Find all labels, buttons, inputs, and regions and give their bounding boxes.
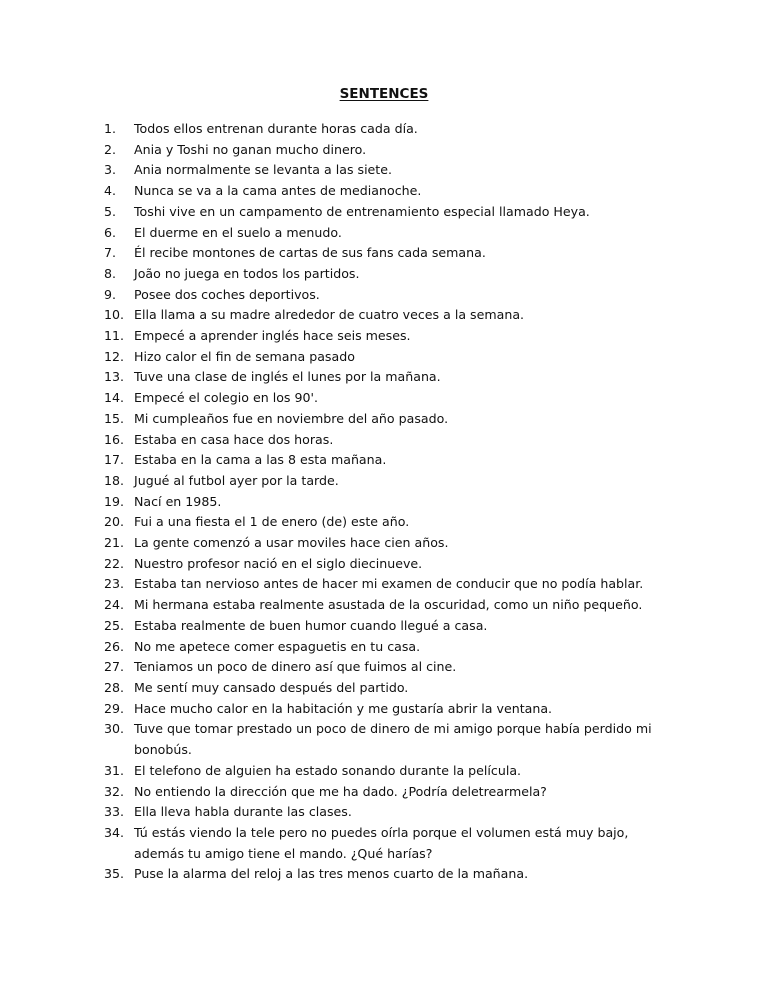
sentence-item	[104, 678, 664, 699]
sentence-number: 5.	[104, 203, 117, 219]
sentence-item	[104, 823, 664, 864]
sentence-item	[104, 761, 664, 782]
sentence-text: Estaba tan nervioso antes de hacer mi examen de conducir que no podía hablar.	[134, 576, 644, 592]
sentence-number: 8.	[104, 265, 117, 281]
sentence-number: 23.	[104, 576, 125, 592]
sentence-text: Ania normalmente se levanta a las siete.	[134, 162, 392, 178]
sentence-text: Ania y Toshi no ganan mucho dinero.	[134, 141, 367, 157]
sentence-number: 12.	[104, 348, 125, 364]
sentence-text: No me apetece comer espaguetis en tu casa.	[134, 638, 421, 654]
page-title: SENTENCES	[339, 86, 429, 102]
sentence-number: 17.	[104, 452, 125, 468]
sentence-number: 24.	[104, 597, 125, 613]
sentence-number: 2.	[104, 141, 117, 157]
sentence-number: 31.	[104, 762, 125, 778]
sentence-number: 26.	[104, 638, 125, 654]
sentence-item	[104, 181, 664, 202]
sentence-item	[104, 637, 664, 658]
sentence-text: Todos ellos entrenan durante horas cada día.	[134, 121, 418, 136]
sentence-text: Él recibe montones de cartas de sus fans cada semana.	[134, 245, 486, 261]
sentence-number: 6.	[104, 224, 117, 240]
sentence-item	[104, 140, 664, 161]
sentence-item	[104, 119, 664, 140]
sentence-text: No entiendo la dirección que me ha dado. ¿Podría deletrearmela?	[134, 783, 547, 799]
sentence-number: 35.	[104, 866, 125, 882]
sentence-text: Mi cumpleaños fue en noviembre del año pasado.	[134, 410, 449, 426]
sentence-item	[104, 699, 664, 720]
sentence-number: 7.	[104, 245, 117, 261]
sentence-number: 28.	[104, 679, 125, 695]
sentence-number: 10.	[104, 307, 125, 323]
sentence-item	[104, 450, 664, 471]
sentence-text: La gente comenzó a usar moviles hace cien años.	[134, 535, 449, 551]
sentence-number: 19.	[104, 493, 125, 509]
sentence-item	[104, 492, 664, 513]
sentence-number: 32.	[104, 783, 125, 799]
sentence-item	[104, 782, 664, 803]
sentence-number: 21.	[104, 535, 125, 551]
sentence-text: Estaba en casa hace dos horas.	[134, 431, 334, 447]
sentence-item	[104, 430, 664, 451]
sentence-item	[104, 347, 664, 368]
sentence-text: João no juega en todos los partidos.	[134, 265, 360, 281]
sentence-number: 3.	[104, 162, 117, 178]
sentence-item	[104, 533, 664, 554]
sentence-text: Nací en 1985.	[134, 493, 222, 509]
sentence-number: 30.	[104, 721, 125, 737]
sentence-item	[104, 326, 664, 347]
sentence-item	[104, 554, 664, 575]
sentence-text: Hace mucho calor en la habitación y me gustaría abrir la ventana.	[134, 700, 553, 716]
sentence-number: 20.	[104, 514, 125, 530]
sentence-number: 29.	[104, 700, 125, 716]
sentence-item	[104, 388, 664, 409]
sentence-item	[104, 719, 664, 760]
sentence-text: Fui a una fiesta el 1 de enero (de) este año.	[134, 514, 410, 530]
sentence-text: Puse la alarma del reloj a las tres menos cuarto de la mañana.	[134, 866, 529, 882]
sentence-text: Mi hermana estaba realmente asustada de la oscuridad, como un niño pequeño.	[134, 597, 643, 613]
sentence-text: Tuve una clase de inglés el lunes por la mañana.	[134, 369, 441, 385]
sentence-number: 15.	[104, 410, 125, 426]
sentence-text: Hizo calor el fin de semana pasado	[134, 348, 355, 364]
sentence-number: 33.	[104, 804, 125, 820]
sentence-text: Jugué al futbol ayer por la tarde.	[134, 472, 339, 488]
sentence-number: 4.	[104, 183, 117, 199]
sentence-item	[104, 864, 664, 885]
sentence-text: Teniamos un poco de dinero así que fuimos al cine.	[134, 659, 457, 675]
sentence-text: Ella llama a su madre alrededor de cuatro veces a la semana.	[134, 307, 525, 323]
sentence-item	[104, 285, 664, 306]
sentence-item	[104, 471, 664, 492]
sentence-item	[104, 160, 664, 181]
sentence-text: Empecé a aprender inglés hace seis meses.	[134, 328, 411, 344]
sentence-text: Posee dos coches deportivos.	[134, 286, 320, 302]
sentence-number: 13.	[104, 369, 125, 385]
sentence-number: 25.	[104, 617, 125, 633]
sentence-item	[104, 305, 664, 326]
sentence-item	[104, 367, 664, 388]
sentence-text: Empecé el colegio en los 90'.	[134, 390, 318, 406]
sentence-text: Tuve que tomar prestado un poco de dinero de mi amigo porque había perdido mi bonobús.	[134, 721, 652, 758]
sentence-item	[104, 223, 664, 244]
sentence-item	[104, 574, 664, 595]
sentence-text: Nunca se va a la cama antes de medianoche.	[134, 183, 422, 199]
sentence-number: 22.	[104, 555, 125, 571]
sentence-number: 27.	[104, 659, 125, 675]
sentence-item	[104, 202, 664, 223]
sentence-text: Toshi vive en un campamento de entrenamiento especial llamado Heya.	[134, 203, 590, 219]
sentence-item	[104, 409, 664, 430]
sentence-text: Nuestro profesor nació en el siglo diecinueve.	[134, 555, 423, 571]
sentence-number: 16.	[104, 431, 125, 447]
sentence-text: Tú estás viendo la tele pero no puedes oírla porque el volumen está muy bajo, además tu amigo tiene el mando. ¿Qué harías?	[134, 824, 629, 861]
sentence-text: Estaba realmente de buen humor cuando llegué a casa.	[134, 617, 488, 633]
sentence-number: 11.	[104, 328, 125, 344]
sentence-text: El telefono de alguien ha estado sonando durante la película.	[134, 762, 522, 778]
sentence-number: 14.	[104, 390, 125, 406]
sentence-text: Ella lleva habla durante las clases.	[134, 804, 352, 820]
sentence-text: Me sentí muy cansado después del partido.	[134, 679, 409, 695]
sentence-number: 1.	[104, 121, 117, 136]
sentence-item	[104, 595, 664, 616]
sentence-item	[104, 264, 664, 285]
sentence-list	[104, 119, 664, 885]
sentence-number: 9.	[104, 286, 117, 302]
sentence-text: Estaba en la cama a las 8 esta mañana.	[134, 452, 387, 468]
sentence-number: 34.	[104, 824, 125, 840]
sentence-item	[104, 243, 664, 264]
sentence-item	[104, 616, 664, 637]
sentence-item	[104, 512, 664, 533]
sentence-number: 18.	[104, 472, 125, 488]
sentence-item	[104, 802, 664, 823]
sentence-item	[104, 657, 664, 678]
sentence-text: El duerme en el suelo a menudo.	[134, 224, 342, 240]
